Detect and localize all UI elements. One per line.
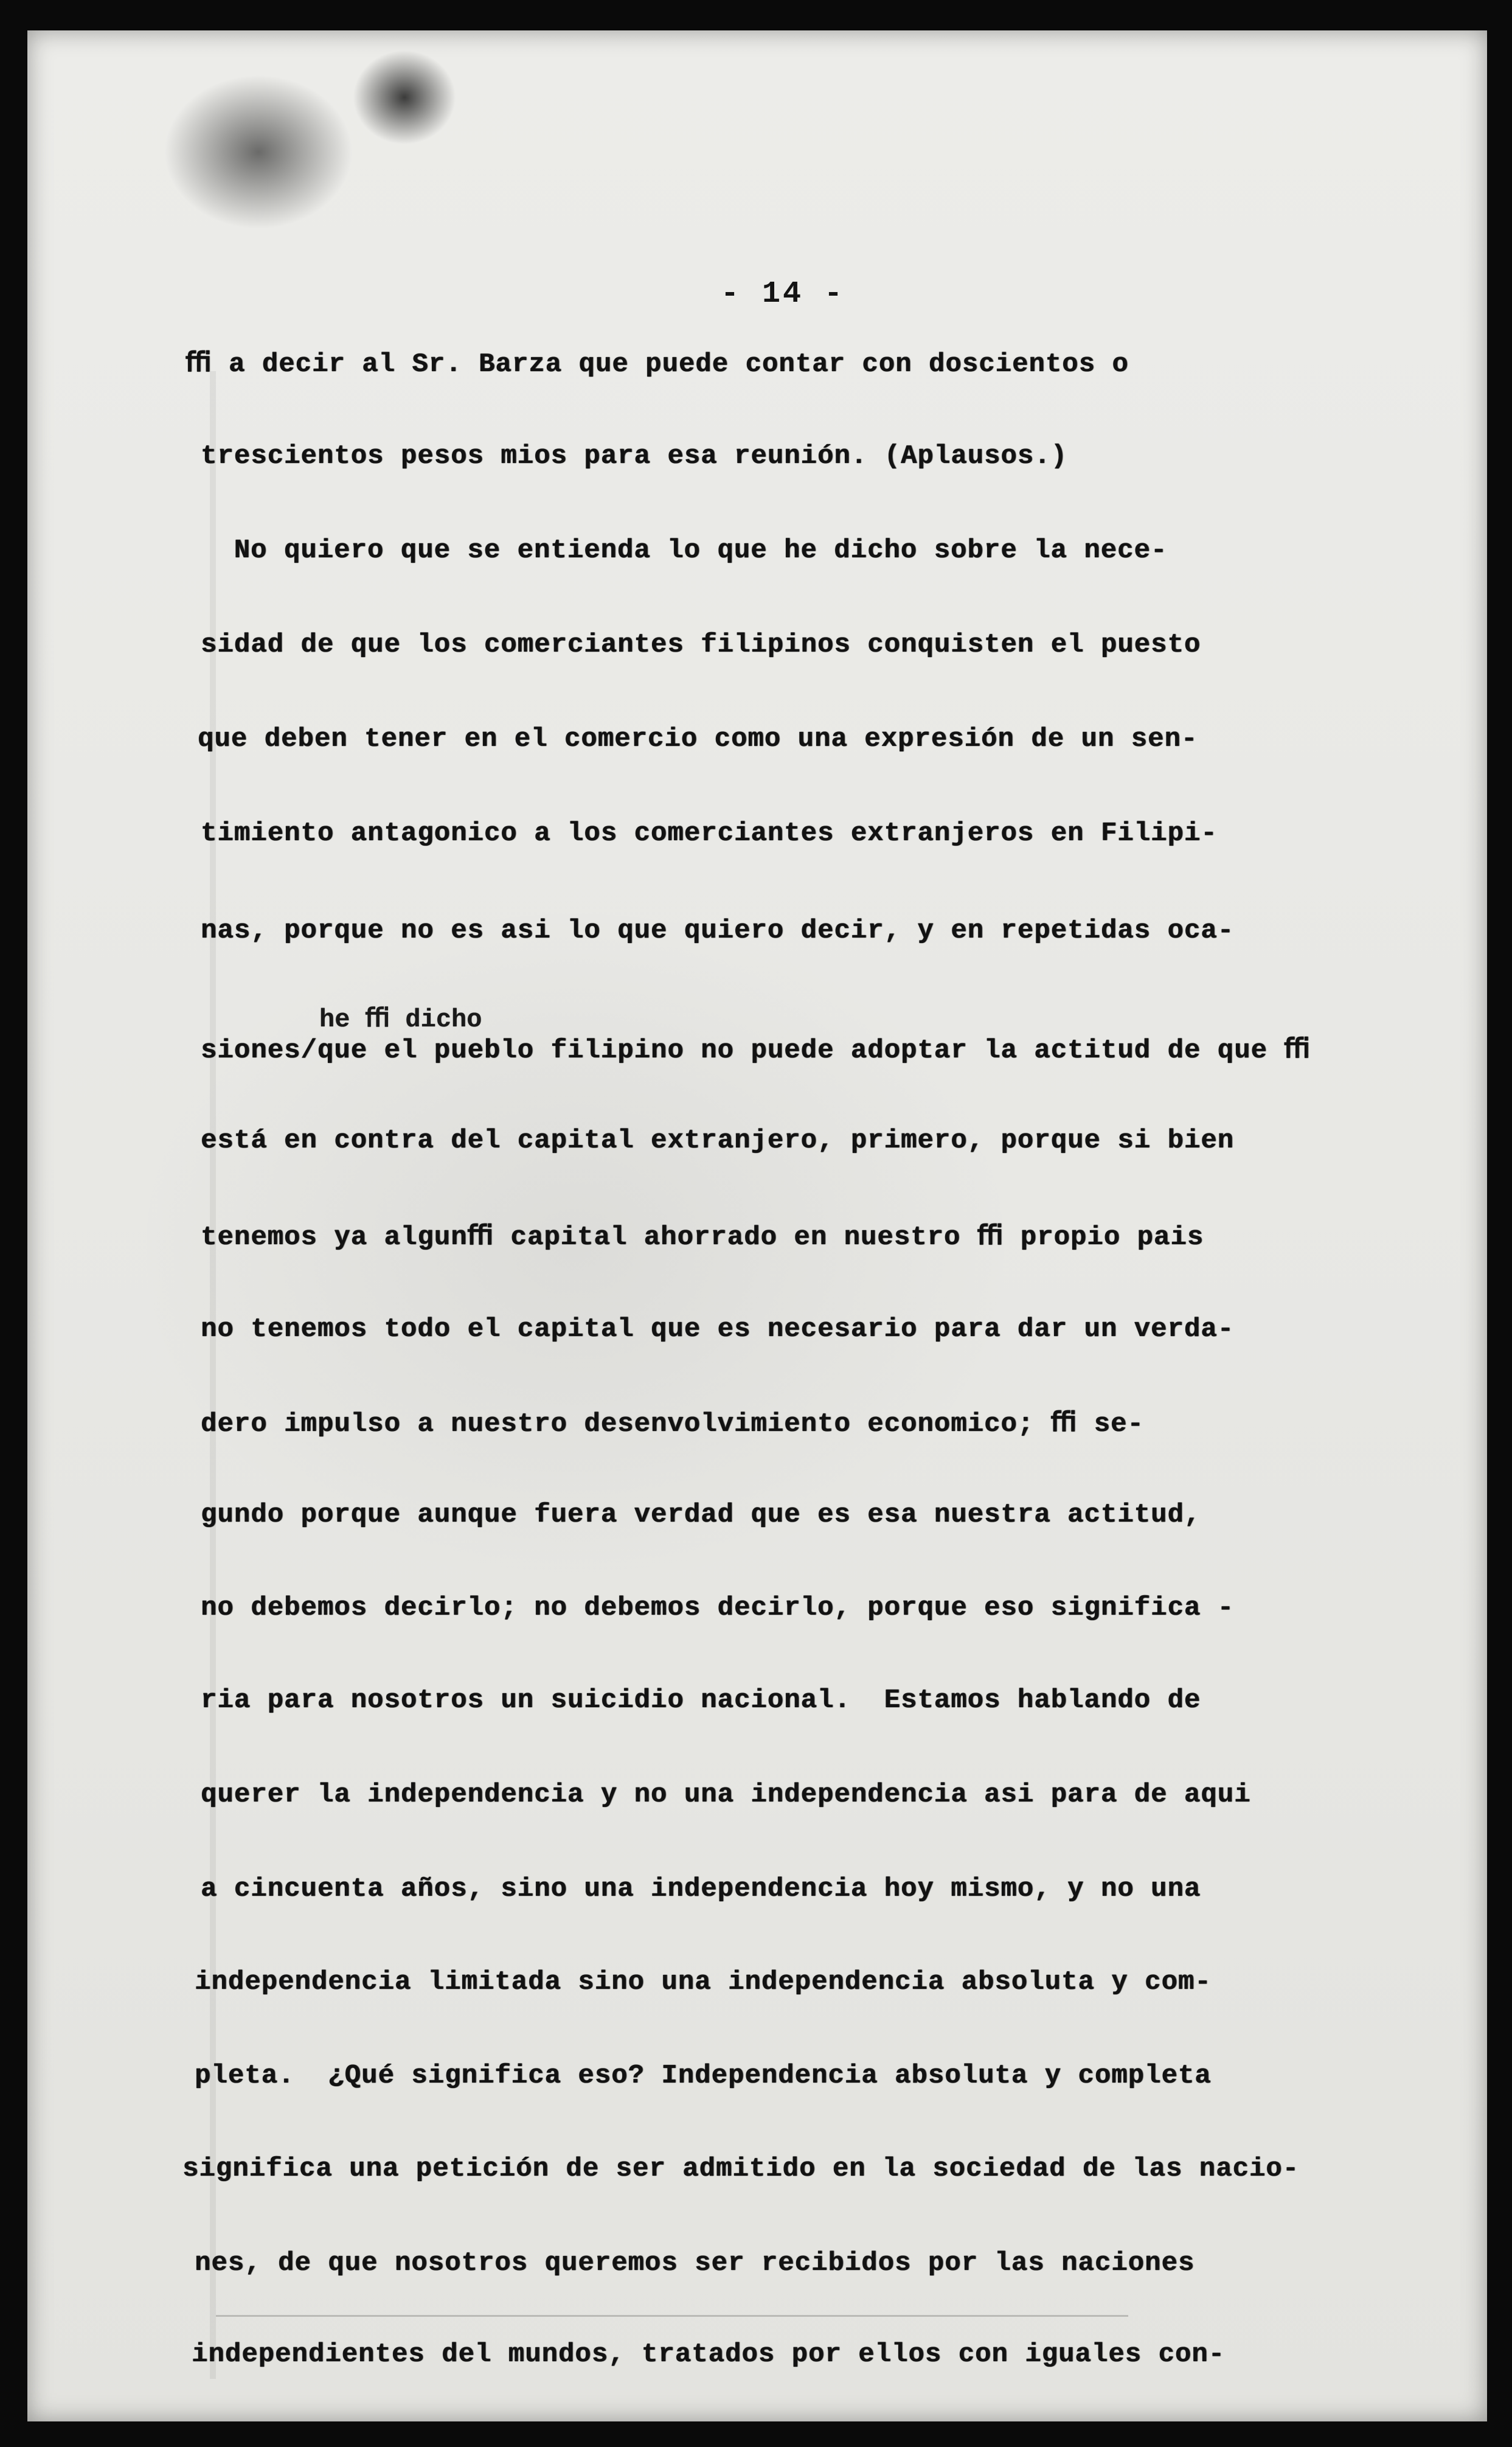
document-page <box>27 30 1487 2421</box>
handwritten-insertion: he ﬃ dicho <box>319 1005 482 1034</box>
text-line: No quiero que se entienda lo que he dicho sobre la nece- <box>167 535 1168 566</box>
text-line: ria para nosotros un suicidio nacional. Estamos hablando de <box>201 1685 1201 1716</box>
text-line: independencia limitada sino una independencia absoluta y com- <box>195 1967 1212 1997</box>
text-line: dero impulso a nuestro desenvolvimiento economico; ﬃ se- <box>201 1409 1144 1439</box>
text-line: no tenemos todo el capital que es necesario para dar un verda- <box>201 1314 1235 1345</box>
text-line: tenemos ya algunﬃ capital ahorrado en nuestro ﬃ propio pais <box>201 1222 1204 1253</box>
footer-rule <box>216 2315 1128 2317</box>
text-line: independientes del mundos, tratados por ellos con iguales con- <box>192 2339 1226 2370</box>
text-line: significa una petición de ser admitido en la sociedad de las nacio- <box>182 2154 1300 2184</box>
page-number: - 14 - <box>721 277 845 312</box>
text-line: ﬃ a decir al Sr. Barza que puede contar con doscientos o <box>186 349 1129 380</box>
text-line: sidad de que los comerciantes filipinos conquisten el puesto <box>201 630 1201 660</box>
text-line: siones/que el pueblo filipino no puede adoptar la actitud de que ﬃ <box>201 1036 1311 1066</box>
text-line: pleta. ¿Qué significa eso? Independencia absoluta y completa <box>195 2061 1212 2091</box>
text-line: nas, porque no es asi lo que quiero decir, y en repetidas oca- <box>201 916 1235 946</box>
text-line: timiento antagonico a los comerciantes extranjeros en Filipi- <box>201 818 1218 849</box>
text-line: está en contra del capital extranjero, primero, porque si bien <box>201 1126 1235 1156</box>
text-line: trescientos pesos mios para esa reunión. (Aplausos.) <box>201 441 1068 472</box>
text-line: querer la independencia y no una independencia asi para de aqui <box>201 1780 1251 1810</box>
text-line: nes, de que nosotros queremos ser recibidos por las naciones <box>195 2248 1195 2278</box>
text-line: gundo porque aunque fuera verdad que es esa nuestra actitud, <box>201 1500 1201 1530</box>
text-line: a cincuenta años, sino una independencia hoy mismo, y no una <box>201 1874 1201 1904</box>
text-line: no debemos decirlo; no debemos decirlo, porque eso significa - <box>201 1593 1235 1623</box>
text-line: que deben tener en el comercio como una expresión de un sen- <box>198 724 1198 754</box>
